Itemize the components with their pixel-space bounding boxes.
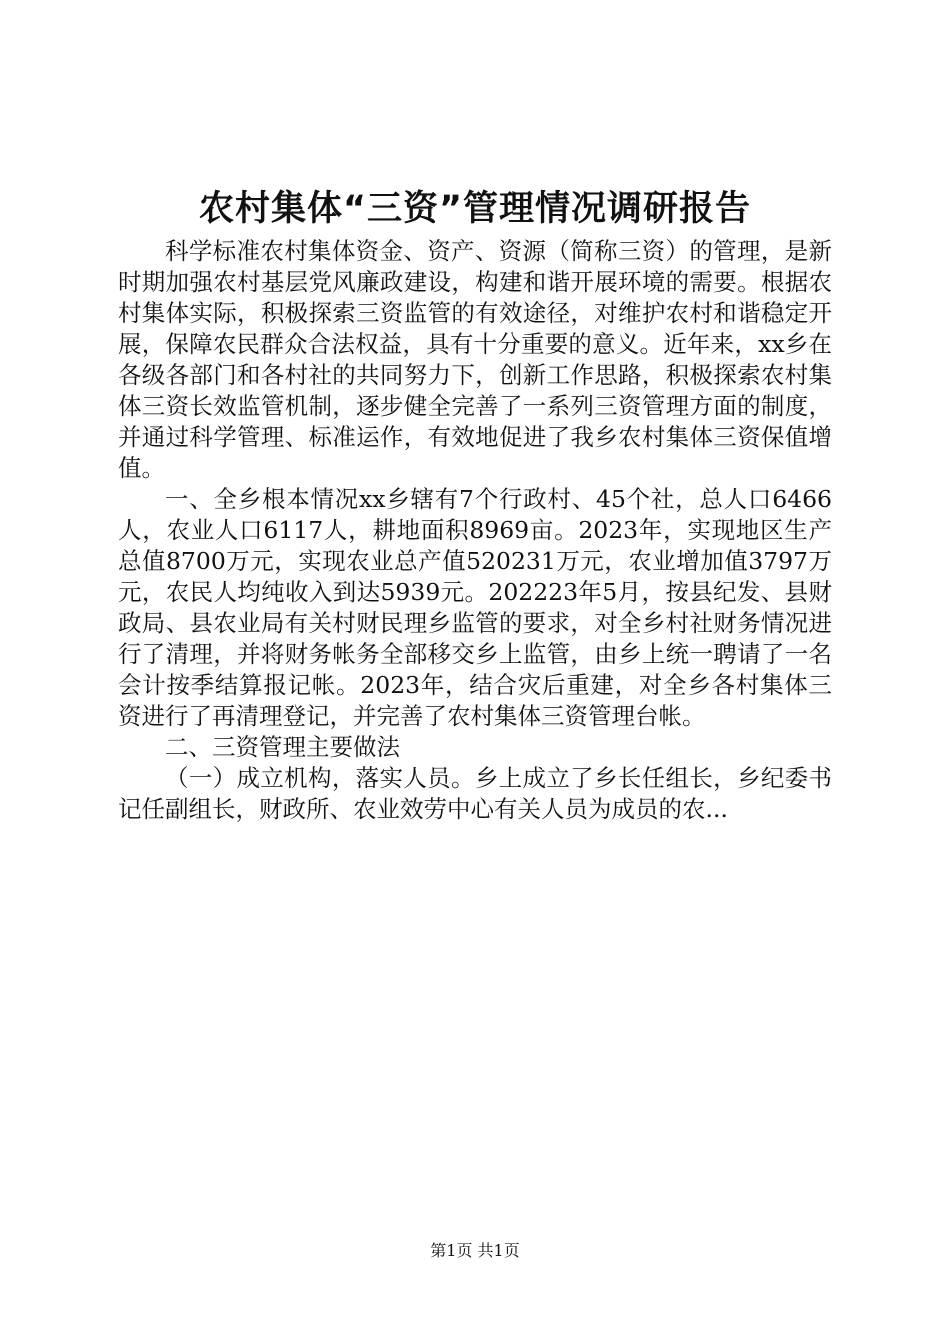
paragraph-section-2-heading: 二、三资管理主要做法 — [165, 733, 400, 761]
document-title: 农村集体“三资”管理情况调研报告 — [198, 189, 751, 229]
paragraph-section-1: 一、全乡根本情况xx乡辖有7个行政村、45个社，总人口6466人，农业人口6117人，耕地面积8969亩。2023年，实现地区生产总值8700万元，实现农业总产值520231万元，农业增加值3797万元，农民人均纯收入到达5939元。202223年5月，按县纪发、县财政局、县农业局有关村财民理乡监管的要求，对全乡村社财务情况进行了清理，并将财务帐务全部移交乡上监管，由乡上统一聘请了一名会计按季结算报记帐。2023年，结合灾后重建，对全乡各村集体三资进行了再清理登记，并完善了农村集体三资管理台帐。 — [118, 485, 832, 730]
page-footer: 第1页 共1页 — [430, 1241, 520, 1260]
paragraph-section-2-1: （一）成立机构，落实人员。乡上成立了乡长任组长，乡纪委书记任副组长，财政所、农业效劳中心有关人员为成员的农... — [118, 764, 832, 823]
document-body — [118, 236, 832, 825]
paragraph-intro: 科学标准农村集体资金、资产、资源（简称三资）的管理，是新时期加强农村基层党风廉政建设，构建和谐开展环境的需要。根据农村集体实际，积极探索三资监管的有效途径，对维护农村和谐稳定开展，保障农民群众合法权益，具有十分重要的意义。近年来，xx乡在各级各部门和各村社的共同努力下，创新工作思路，积极探索农村集体三资长效监管机制，逐步健全完善了一系列三资管理方面的制度，并通过科学管理、标准运作，有效地促进了我乡农村集体三资保值增值。 — [118, 237, 832, 482]
